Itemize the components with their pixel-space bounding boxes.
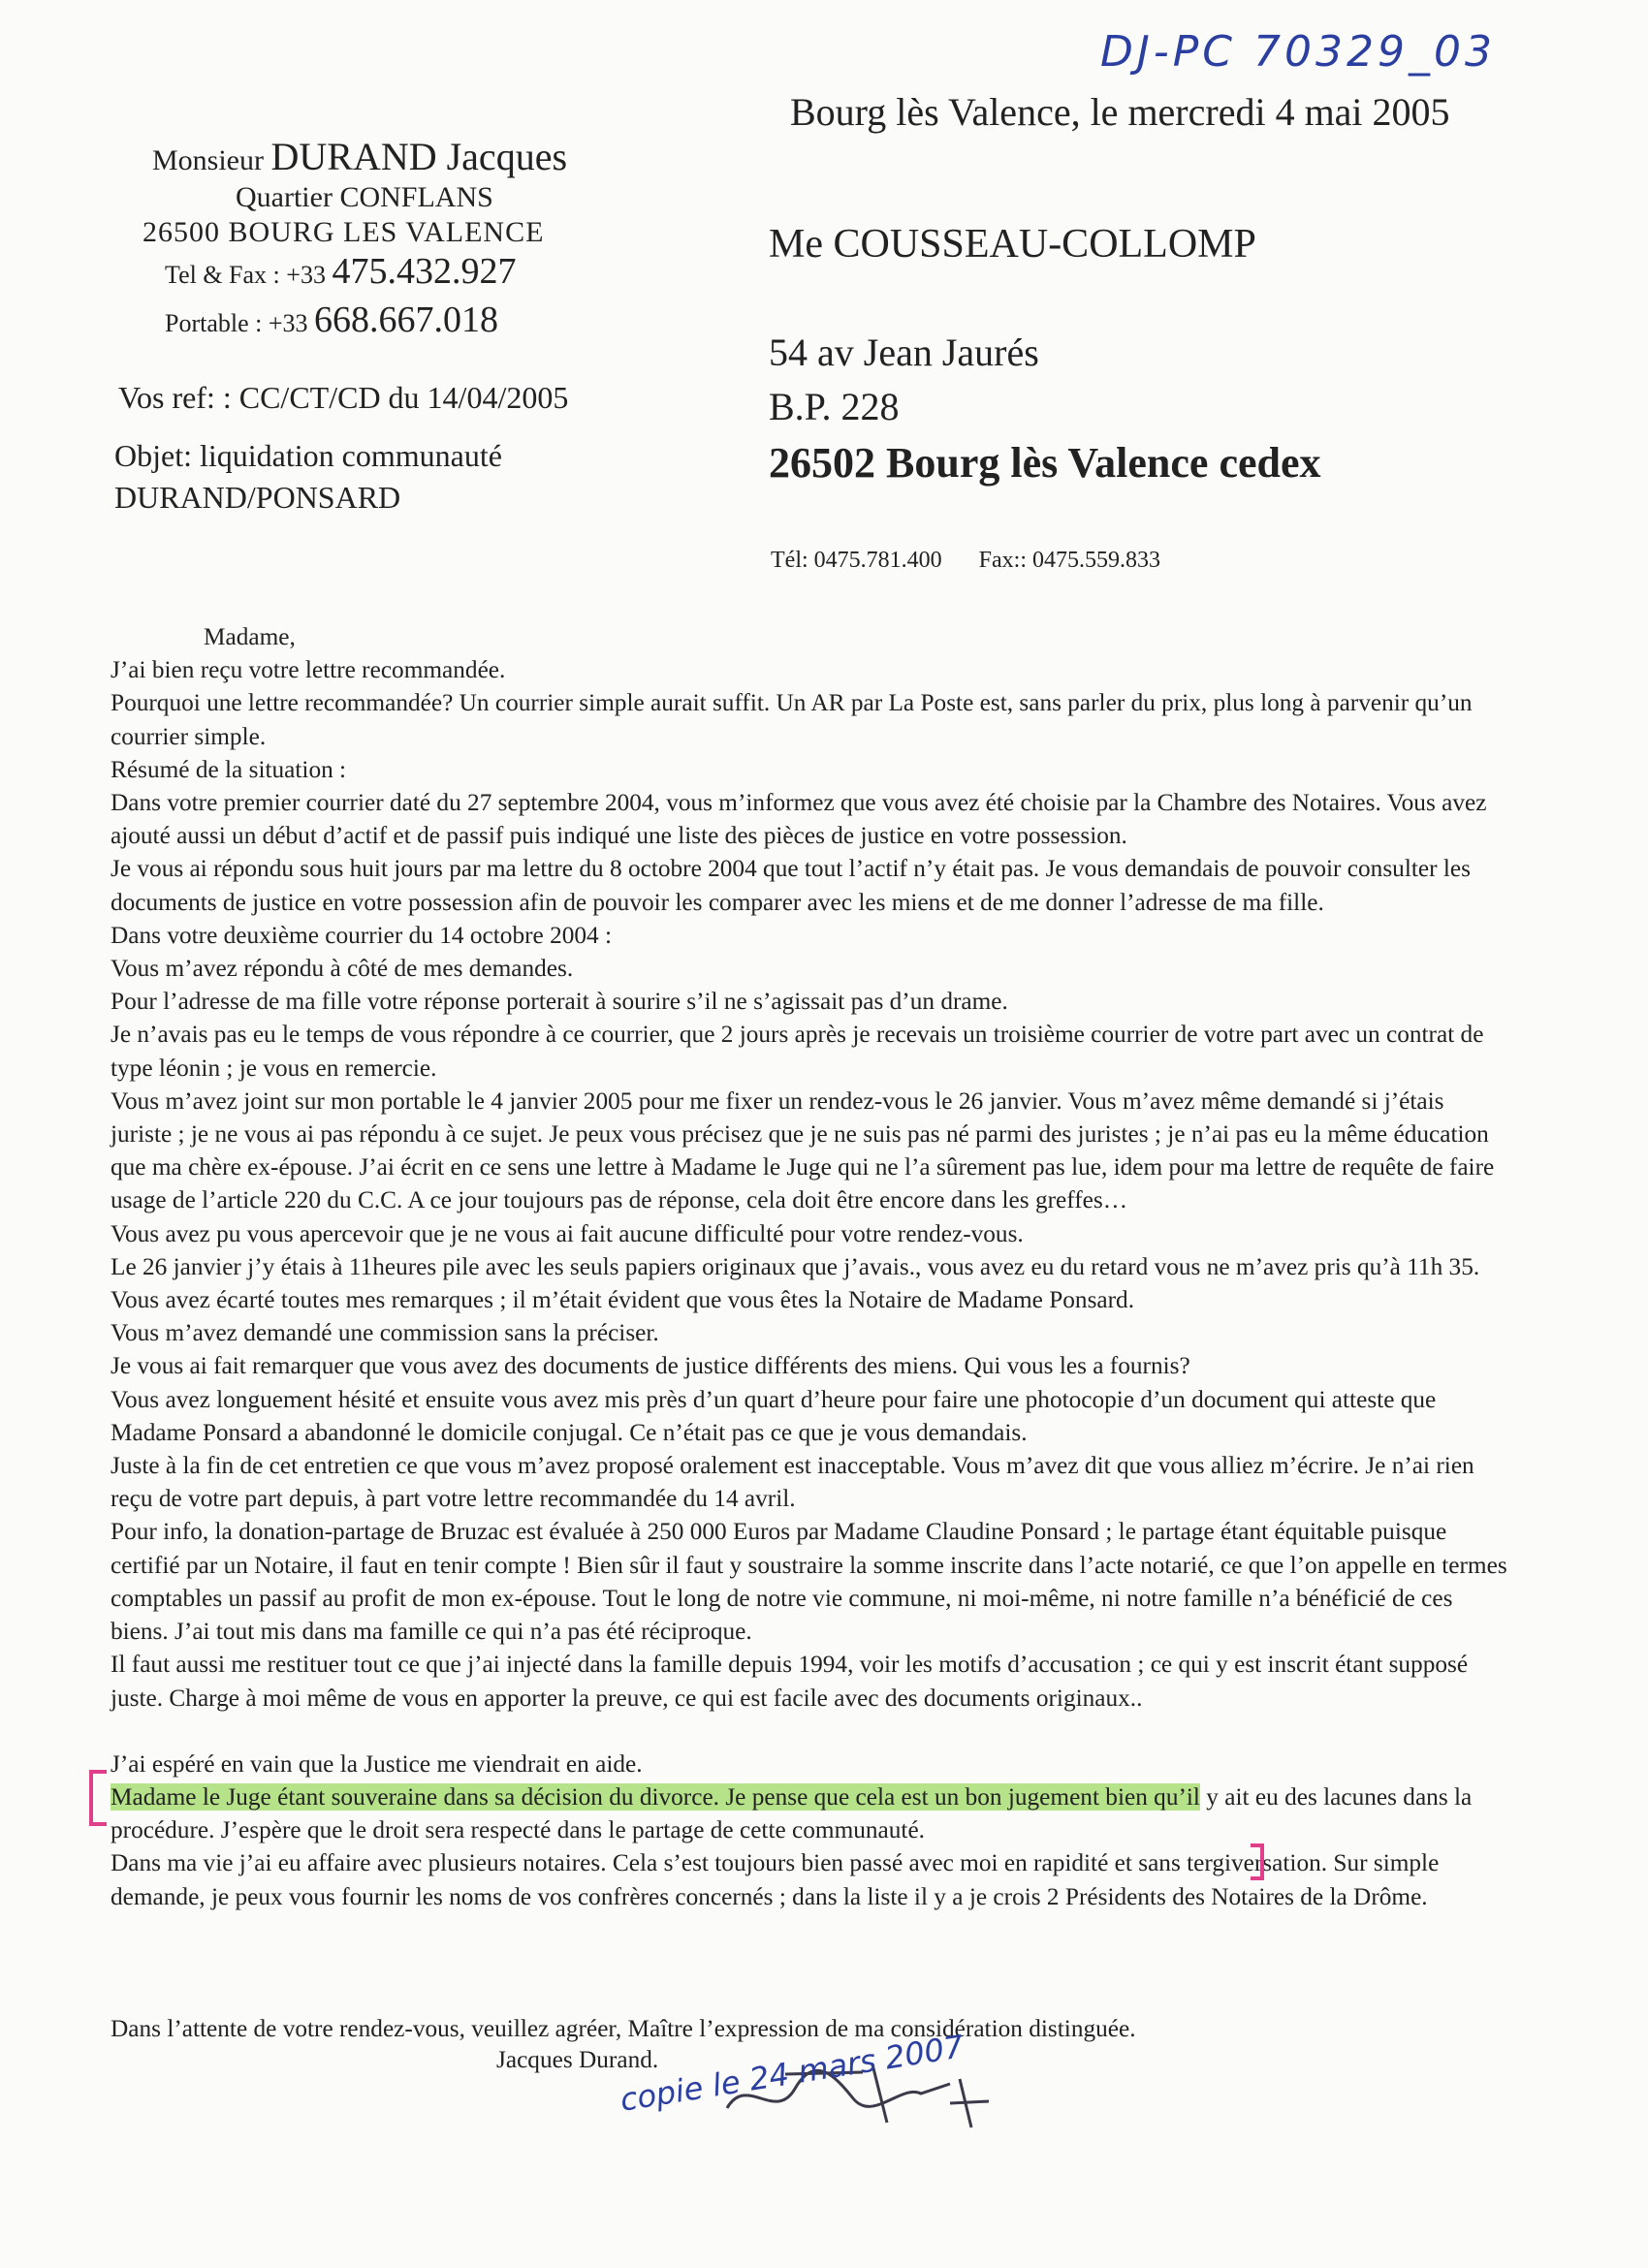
body-line: Pour info, la donation-partage de Bruzac est évaluée à 250 000 Euros par Madame Claudine Ponsard ; le partage étant équitable puisque certifié par un Notaire, il faut en tenir compte ! Bien sûr il faut y soustraire la somme inscrite dans l’acte notarié, ce que l’on appelle en termes comptables un passif au profit de mon ex-épouse. Tout le long de notre vie commune, ni moi-même, ni notre famille n’a bénéficié de ces biens. J’ai tout mis dans ma famille ce qui n’a pas été réciproque.	[111, 1518, 1507, 1646]
sender-name: DURAND Jacques	[270, 135, 568, 178]
body-line: Vous m’avez joint sur mon portable le 4 janvier 2005 pour me fixer un rendez-vous le 26 janvier. Vous m’avez même demandé si j’étais juriste ; je ne vous ai pas répondu à ce sujet. Je peux vous précisez que je ne suis pas né parmi des juristes ; je n’ai pas eu la même éducation que ma chère ex-épouse. J’ai écrit en ce sens une lettre à Madame le Juge qui ne l’a sûrement pas lue, idem pour ma lettre de requête de faire usage de l’article 220 du C.C. A ce jour toujours pas de réponse, cela doit être encore dans les greffes…	[111, 1087, 1495, 1214]
closing-line: Dans l’attente de votre rendez-vous, veuillez agréer, Maître l’expression de ma considération distinguée.	[111, 2015, 1136, 2042]
salutation: Madame,	[204, 623, 296, 650]
handwritten-copy-note: copie le 24 mars 2007	[618, 2028, 967, 2119]
sender-tel-line	[165, 250, 516, 293]
recipient-fax: Fax:: 0475.559.833	[978, 548, 1160, 573]
recipient-po-box: B.P. 228	[769, 385, 900, 428]
body-line: Je vous ai répondu sous huit jours par ma lettre du 8 octobre 2004 que tout l’actif n’y était pas. Je vous demandais de pouvoir consulter les documents de justice en votre possession afin de pouvoir les comparer avec les miens et de me donner l’adresse de ma fille.	[111, 855, 1471, 916]
body-line: Pour l’adresse de ma fille votre réponse porterait à sourire s’il ne s’agissait pas d’un drame.	[111, 988, 1008, 1016]
body-line: Le 26 janvier j’y étais à 11heures pile avec les seuls papiers originaux que j’avais., vous avez eu du retard vous ne m’avez pris qu’à 11h 35. Vous avez écarté toutes mes remarques ; il m’était évident que vous êtes la Notaire de Madame Ponsard.	[111, 1252, 1480, 1314]
para2-line-1: J’ai espéré en vain que la Justice me viendrait en aide.	[111, 1749, 643, 1778]
recipient-street: 54 av Jean Jaurés	[769, 331, 1039, 374]
sender-mobile-label: Portable : +33	[165, 309, 308, 337]
body-line: J’ai bien reçu votre lettre recommandée.	[111, 656, 506, 684]
sender-city: 26500 BOURG LES VALENCE	[143, 216, 545, 248]
sender-tel: 475.432.927	[332, 251, 517, 292]
body-line: Je n’avais pas eu le temps de vous répondre à ce courrier, que 2 jours après je recevais un troisième courrier de votre part avec un contrat de type léonin ; je vous en remercie.	[111, 1021, 1484, 1082]
recipient-city: 26502 Bourg lès Valence cedex	[769, 439, 1321, 487]
letter-date: Bourg lès Valence, le mercredi 4 mai 2005	[790, 90, 1450, 134]
handwritten-reference: DJ-PC 70329_03	[1100, 27, 1496, 77]
body-line: Vous avez pu vous apercevoir que je ne vous ai fait aucune difficulté pour votre rendez-vous.	[111, 1219, 1024, 1247]
body-line: Dans votre premier courrier daté du 27 septembre 2004, vous m’informez que vous avez été choisie par la Chambre des Notaires. Vous avez ajouté aussi un début d’actif et de passif puis indiqué une liste des pièces de justice en votre possession.	[111, 789, 1487, 850]
body-line: Pourquoi une lettre recommandée? Un courrier simple aurait suffit. Un AR par La Poste est, sans parler du prix, plus long à parvenir qu’un courrier simple.	[111, 689, 1473, 750]
sender-tel-label: Tel & Fax : +33	[165, 261, 326, 289]
sender-reference: Vos ref: : CC/CT/CD du 14/04/2005	[118, 380, 569, 415]
recipient-name: Me COUSSEAU-COLLOMP	[769, 222, 1256, 267]
body-line: Je vous ai fait remarquer que vous avez des documents de justice différents des miens. Qui vous les a fournis?	[111, 1352, 1190, 1380]
signer-name: Jacques Durand.	[496, 2046, 659, 2073]
body-line: Vous m’avez répondu à côté de mes demandes.	[111, 955, 574, 983]
body-line: Dans votre deuxième courrier du 14 octobre 2004 :	[111, 921, 613, 949]
para3: Dans ma vie j’ai eu affaire avec plusieurs notaires. Cela s’est toujours bien passé avec moi en rapidité et sans tergiversation. Sur simple demande, je peux vous fournir les noms de vos confrères concernés ; dans la liste il y a je crois 2 Présidents des Notaires de la Drôme.	[111, 1849, 1440, 1910]
sender-name-line	[152, 134, 567, 179]
sender-title: Monsieur	[152, 144, 264, 176]
body-line: Vous m’avez demandé une commission sans la préciser.	[111, 1319, 659, 1347]
close-bracket-mark	[1251, 1843, 1264, 1880]
letter-body	[111, 620, 1511, 1913]
body-line: Résumé de la situation :	[111, 755, 347, 783]
body-line: Il faut aussi me restituer tout ce que j’ai injecté dans la famille depuis 1994, voir les motifs d’accusation ; ce qui y est inscrit étant supposé juste. Charge à moi même de vous en apporter la preuve, ce qui est facile avec des documents originaux..	[111, 1651, 1469, 1712]
closing-block	[111, 2012, 1511, 2045]
body-line: Vous avez longuement hésité et ensuite vous avez mis près d’un quart d’heure pour faire une photocopie d’un document qui atteste que Madame Ponsard a abandonné le domicile conjugal. Ce n’était pas ce que je vous demandais.	[111, 1385, 1437, 1446]
para2-highlight-line	[111, 1780, 1511, 1846]
sender-mobile: 668.667.018	[314, 299, 499, 340]
recipient-contact	[771, 548, 1160, 574]
highlighted-text: Madame le Juge étant souveraine dans sa décision du divorce. Je pense que cela est un bon jugement bien qu’il	[111, 1782, 1200, 1811]
sender-mobile-line	[165, 299, 498, 341]
para2-rest: y ait eu des lacunes dans la procédure. J’espère que le droit sera respecté dans le partage de cette communauté.	[111, 1782, 1473, 1844]
object-line-2: DURAND/PONSARD	[114, 480, 401, 515]
body-line: Juste à la fin de cet entretien ce que vous m’avez proposé oralement est inacceptable. Vous m’avez dit que vous alliez m’écrire. Je n’ai rien reçu de votre part depuis, à part votre lettre recommandée du 14 avril.	[111, 1452, 1474, 1513]
object-line-1: Objet: liquidation communauté	[114, 438, 502, 473]
recipient-tel: Tél: 0475.781.400	[771, 548, 942, 573]
open-bracket-mark	[89, 1770, 107, 1826]
sender-district: Quartier CONFLANS	[236, 181, 493, 213]
